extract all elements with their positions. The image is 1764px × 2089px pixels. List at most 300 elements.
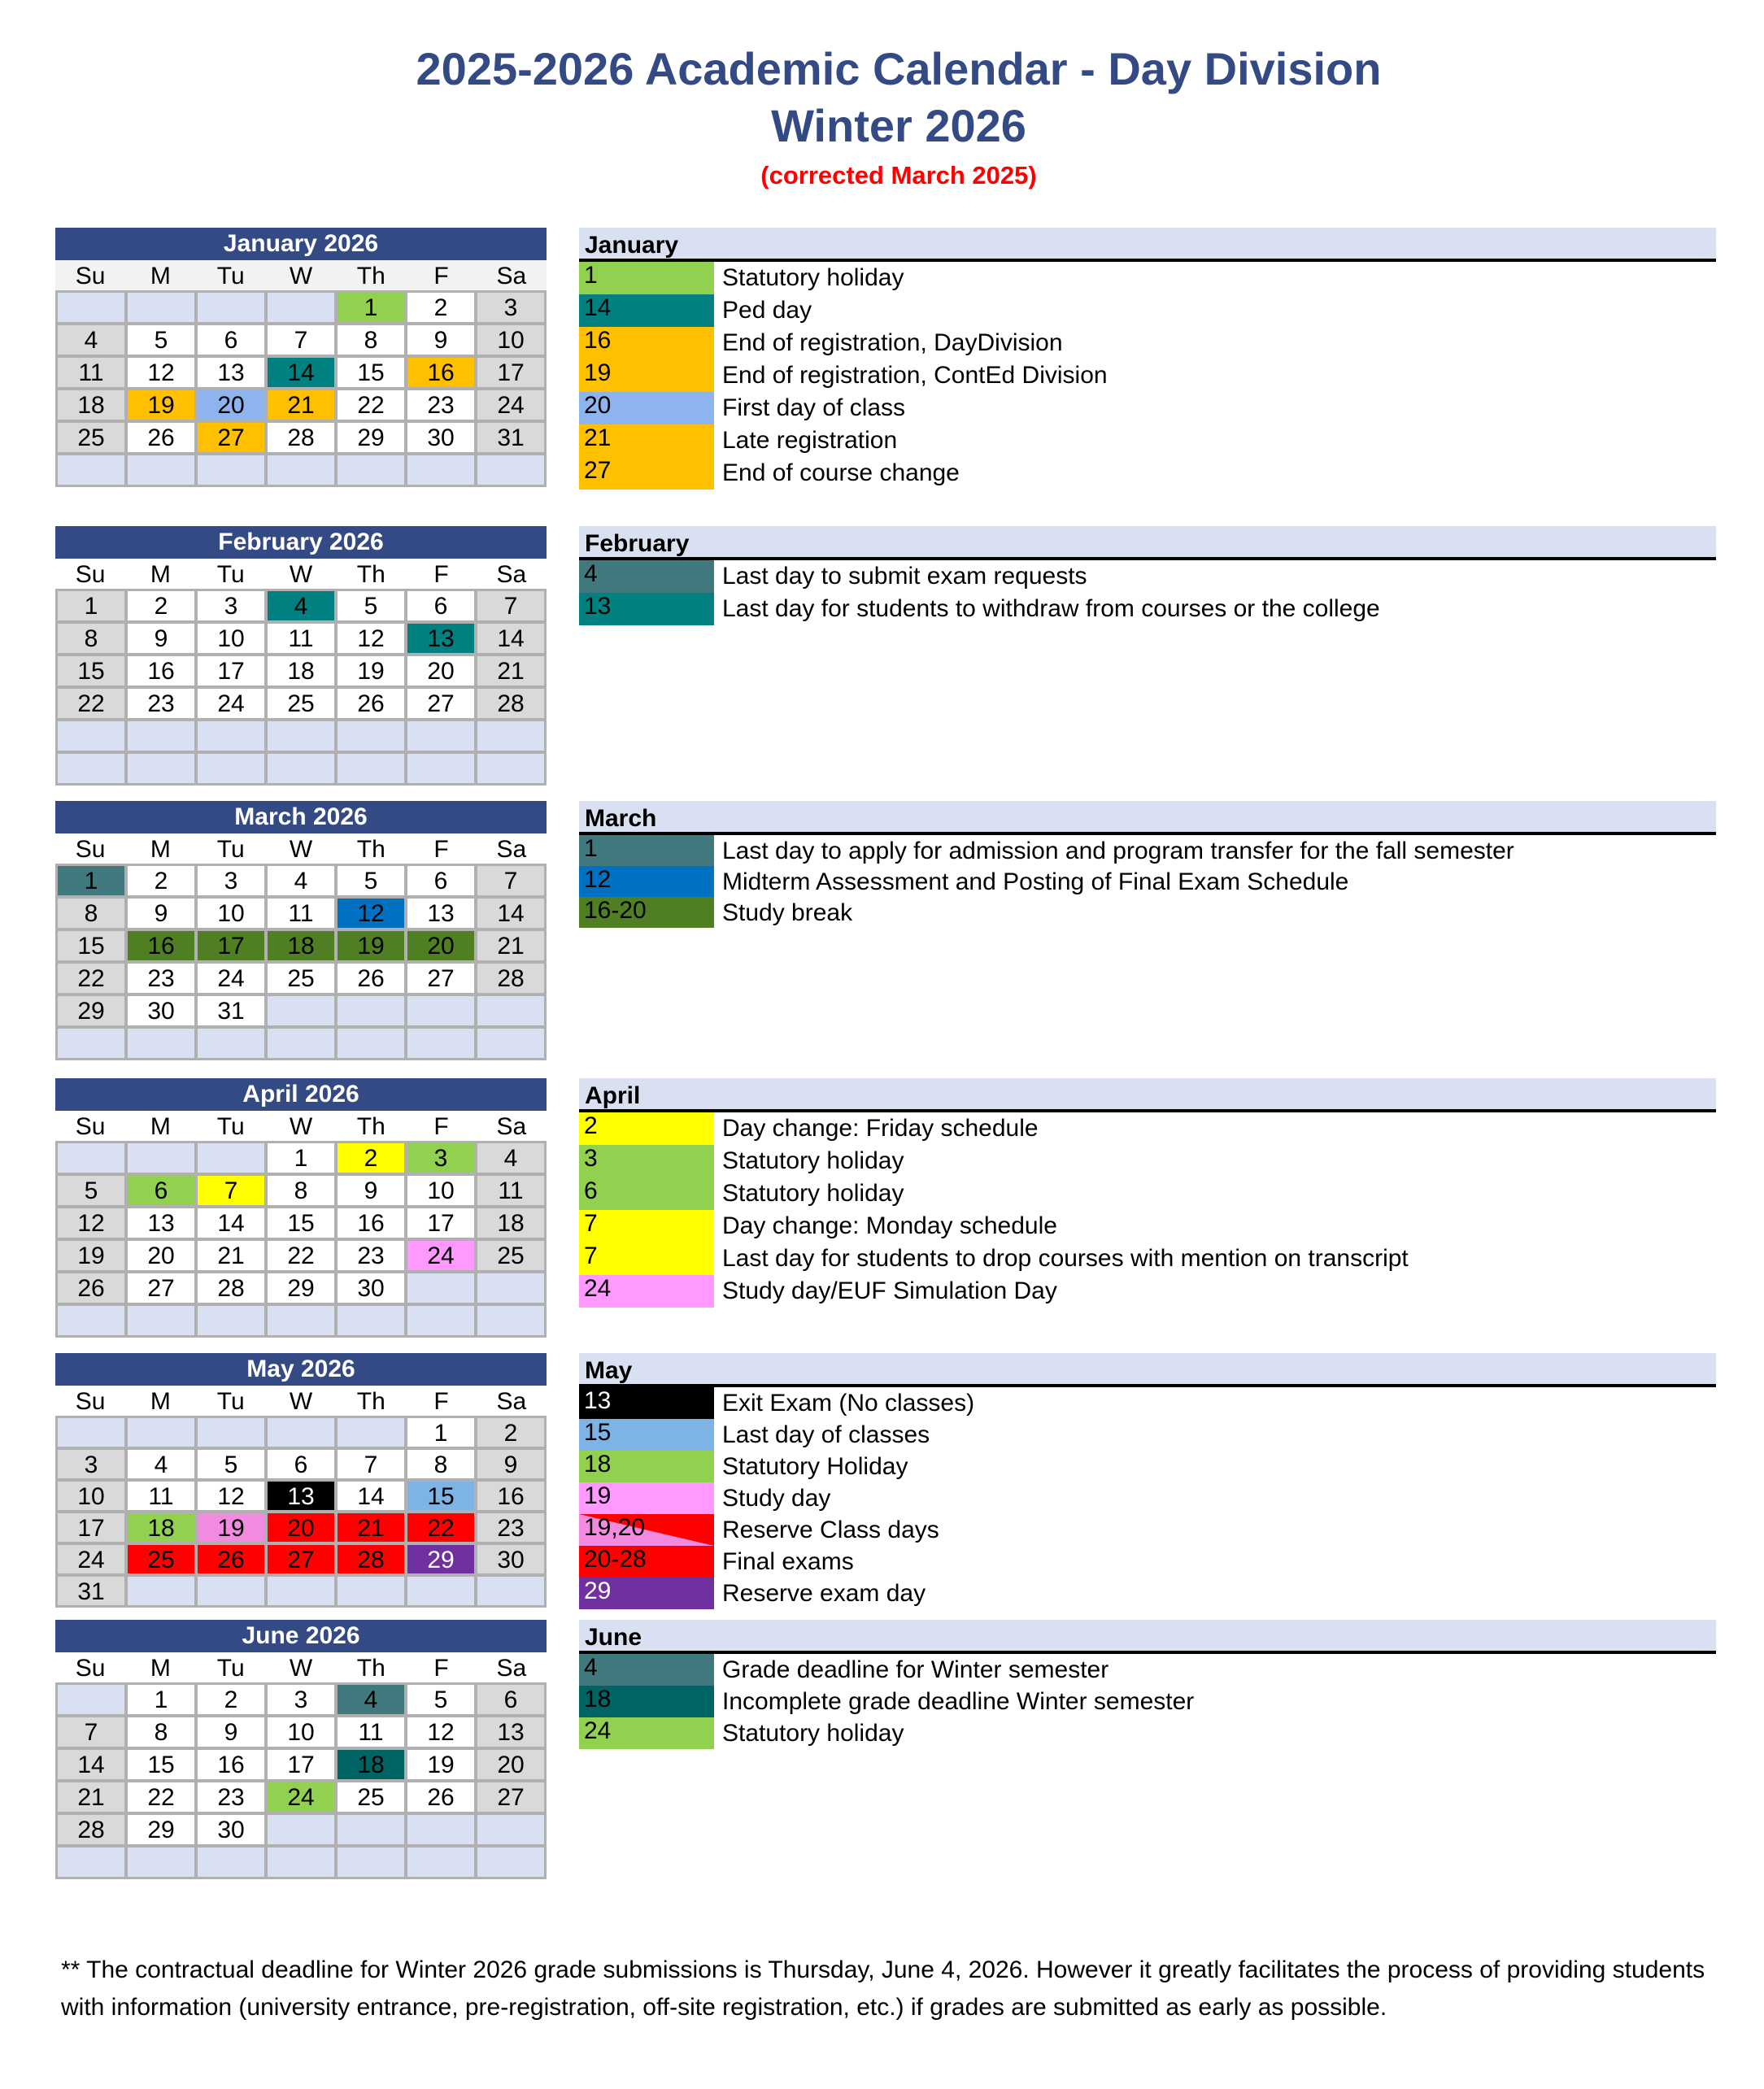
day-cell[interactable]: 27	[198, 423, 264, 452]
event-description: Statutory Holiday	[722, 1453, 908, 1480]
empty-day-cell	[477, 1577, 544, 1605]
day-cell[interactable]: 22	[338, 390, 404, 420]
day-cell[interactable]: 12	[338, 899, 404, 928]
day-cell[interactable]: 19	[58, 1241, 124, 1270]
weekday-label: W	[289, 561, 313, 588]
empty-day-cell	[338, 1815, 404, 1844]
day-cell[interactable]: 3	[268, 1685, 334, 1714]
day-cell[interactable]: 12	[58, 1208, 124, 1238]
day-cell[interactable]: 1	[338, 293, 404, 322]
day-cell[interactable]: 8	[58, 899, 124, 928]
day-cell[interactable]: 5	[338, 866, 404, 895]
weekday-label: Su	[75, 561, 106, 588]
day-cell[interactable]: 26	[58, 1273, 124, 1303]
weekday-label: W	[289, 1113, 313, 1140]
day-cell[interactable]: 18	[58, 390, 124, 420]
weekday-label: Th	[356, 263, 385, 289]
empty-day-cell	[338, 721, 404, 751]
day-cell[interactable]: 22	[268, 1241, 334, 1270]
day-cell[interactable]: 20	[407, 931, 474, 960]
day-cell[interactable]: 2	[198, 1685, 264, 1714]
day-cell[interactable]: 13	[477, 1717, 544, 1747]
day-cell[interactable]: 21	[477, 656, 544, 685]
empty-day-cell	[58, 754, 124, 783]
day-cell[interactable]: 7	[268, 325, 334, 355]
day-cell[interactable]: 3	[198, 866, 264, 895]
month-calendar	[55, 526, 547, 786]
day-cell[interactable]: 6	[477, 1685, 544, 1714]
day-cell[interactable]: 13	[198, 358, 264, 387]
day-cell[interactable]: 8	[128, 1717, 194, 1747]
empty-day-cell	[407, 996, 474, 1025]
day-cell[interactable]: 8	[338, 325, 404, 355]
empty-day-cell	[338, 455, 404, 485]
empty-day-cell	[128, 1577, 194, 1605]
month-calendar	[55, 1353, 547, 1608]
day-cell[interactable]: 9	[128, 624, 194, 653]
empty-day-cell	[198, 721, 264, 751]
weekday-label: Sa	[496, 836, 527, 863]
day-cell[interactable]: 22	[407, 1513, 474, 1542]
event-row	[579, 327, 1716, 359]
day-cell[interactable]: 22	[58, 964, 124, 993]
event-date-swatch: 7	[579, 1210, 714, 1243]
day-cell[interactable]: 18	[338, 1750, 404, 1779]
day-cell[interactable]: 23	[128, 964, 194, 993]
day-cell[interactable]: 28	[198, 1273, 264, 1303]
event-description: Reserve Class days	[722, 1517, 939, 1543]
event-row	[579, 593, 1716, 625]
event-row	[579, 359, 1716, 392]
day-cell[interactable]: 5	[407, 1685, 474, 1714]
day-cell[interactable]: 30	[338, 1273, 404, 1303]
day-cell[interactable]: 22	[58, 689, 124, 718]
day-cell[interactable]: 17	[268, 1750, 334, 1779]
day-cell[interactable]: 23	[477, 1513, 544, 1542]
day-cell[interactable]: 25	[128, 1545, 194, 1573]
event-row	[579, 1210, 1716, 1243]
day-cell[interactable]: 1	[128, 1685, 194, 1714]
day-cell[interactable]: 10	[407, 1176, 474, 1205]
day-cell[interactable]: 13	[407, 624, 474, 653]
day-cell[interactable]: 29	[58, 996, 124, 1025]
empty-day-cell	[338, 1577, 404, 1605]
day-cell[interactable]: 25	[268, 689, 334, 718]
day-cell[interactable]: 29	[268, 1273, 334, 1303]
event-description: Last day for students to drop courses with mention on transcript	[722, 1245, 1409, 1272]
weekday-label: Tu	[216, 263, 245, 289]
month-calendar	[55, 801, 547, 1060]
day-cell[interactable]: 22	[128, 1782, 194, 1812]
day-cell[interactable]: 12	[128, 358, 194, 387]
event-description: Last day for students to withdraw from courses or the college	[722, 595, 1380, 622]
day-cell[interactable]: 18	[128, 1513, 194, 1542]
day-cell[interactable]: 27	[128, 1273, 194, 1303]
day-cell[interactable]: 19	[338, 656, 404, 685]
day-cell[interactable]: 2	[477, 1418, 544, 1447]
day-cell[interactable]: 17	[58, 1513, 124, 1542]
day-cell[interactable]: 12	[198, 1482, 264, 1510]
day-cell[interactable]: 4	[128, 1450, 194, 1478]
month-events-legend	[579, 1078, 1716, 1308]
empty-day-cell	[58, 1847, 124, 1877]
day-cell[interactable]: 27	[477, 1782, 544, 1812]
day-cell[interactable]: 28	[477, 964, 544, 993]
day-cell[interactable]: 8	[268, 1176, 334, 1205]
empty-day-cell	[477, 1815, 544, 1844]
day-cell[interactable]: 14	[268, 358, 334, 387]
day-cell[interactable]: 20	[198, 390, 264, 420]
day-cell[interactable]: 2	[338, 1143, 404, 1173]
day-cell[interactable]: 28	[338, 1545, 404, 1573]
day-cell[interactable]: 24	[198, 964, 264, 993]
event-row	[579, 835, 1716, 866]
day-cell[interactable]: 18	[477, 1208, 544, 1238]
day-cell[interactable]: 7	[58, 1717, 124, 1747]
empty-day-cell	[338, 1029, 404, 1058]
day-cell[interactable]: 11	[477, 1176, 544, 1205]
event-row	[579, 1177, 1716, 1210]
empty-day-cell	[268, 1847, 334, 1877]
day-cell[interactable]: 11	[268, 624, 334, 653]
event-date-swatch: 4	[579, 560, 714, 593]
day-cell[interactable]: 7	[477, 866, 544, 895]
month-day-grid	[55, 290, 547, 487]
day-cell[interactable]: 11	[128, 1482, 194, 1510]
event-date-swatch: 3	[579, 1145, 714, 1177]
day-cell[interactable]: 26	[338, 964, 404, 993]
day-cell[interactable]: 30	[407, 423, 474, 452]
day-cell[interactable]: 12	[338, 624, 404, 653]
empty-day-cell	[477, 754, 544, 783]
empty-day-cell	[338, 1418, 404, 1447]
day-cell[interactable]: 16	[128, 931, 194, 960]
day-cell[interactable]: 17	[198, 931, 264, 960]
day-cell[interactable]: 15	[58, 656, 124, 685]
day-cell[interactable]: 25	[268, 964, 334, 993]
day-cell[interactable]: 24	[407, 1241, 474, 1270]
day-cell[interactable]: 3	[198, 591, 264, 620]
day-cell[interactable]: 19	[338, 931, 404, 960]
day-cell[interactable]: 14	[198, 1208, 264, 1238]
day-cell[interactable]: 27	[407, 964, 474, 993]
event-date-swatch: 18	[579, 1686, 714, 1717]
event-date-swatch: 2	[579, 1112, 714, 1145]
event-date-swatch: 19	[579, 359, 714, 392]
event-description: First day of class	[722, 394, 906, 421]
empty-day-cell	[407, 1847, 474, 1877]
day-cell[interactable]: 5	[128, 325, 194, 355]
day-cell[interactable]: 26	[338, 689, 404, 718]
day-cell[interactable]: 23	[198, 1782, 264, 1812]
day-cell[interactable]: 14	[477, 624, 544, 653]
weekday-label: M	[150, 263, 171, 289]
day-cell[interactable]: 9	[407, 325, 474, 355]
day-cell[interactable]: 28	[268, 423, 334, 452]
event-description: Exit Exam (No classes)	[722, 1390, 975, 1417]
term-subtitle: Winter 2026	[771, 100, 1026, 151]
day-cell[interactable]: 1	[58, 866, 124, 895]
day-cell[interactable]: 11	[268, 899, 334, 928]
empty-day-cell	[268, 1306, 334, 1335]
weekday-label: M	[150, 561, 171, 588]
empty-day-cell	[58, 293, 124, 322]
weekday-label: F	[433, 1113, 449, 1140]
event-description: Last day to apply for admission and program transfer for the fall semester	[722, 838, 1514, 864]
empty-day-cell	[477, 996, 544, 1025]
month-calendar-title: March 2026	[55, 801, 547, 833]
day-cell[interactable]: 3	[407, 1143, 474, 1173]
event-row	[579, 1112, 1716, 1145]
legend-month-title: January	[579, 228, 1716, 262]
day-cell[interactable]: 9	[477, 1450, 544, 1478]
event-row	[579, 1578, 1716, 1609]
day-cell[interactable]: 15	[338, 358, 404, 387]
day-cell[interactable]: 11	[58, 358, 124, 387]
weekday-label: Th	[356, 561, 385, 588]
legend-month-title: February	[579, 526, 1716, 560]
day-cell[interactable]: 29	[338, 423, 404, 452]
empty-day-cell	[407, 1273, 474, 1303]
weekday-label: Su	[75, 1655, 106, 1682]
day-cell[interactable]: 14	[58, 1750, 124, 1779]
month-events-legend	[579, 1620, 1716, 1749]
empty-day-cell	[477, 1273, 544, 1303]
day-cell[interactable]: 19	[128, 390, 194, 420]
day-cell[interactable]: 4	[58, 325, 124, 355]
event-date-swatch: 13	[579, 1387, 714, 1419]
day-cell[interactable]: 14	[338, 1482, 404, 1510]
empty-day-cell	[268, 455, 334, 485]
day-cell[interactable]: 15	[58, 931, 124, 960]
day-cell[interactable]: 1	[58, 591, 124, 620]
day-cell[interactable]: 6	[407, 591, 474, 620]
day-cell[interactable]: 4	[477, 1143, 544, 1173]
day-cell[interactable]: 15	[128, 1750, 194, 1779]
day-cell[interactable]: 21	[338, 1513, 404, 1542]
empty-day-cell	[268, 1418, 334, 1447]
day-cell[interactable]: 21	[198, 1241, 264, 1270]
day-cell[interactable]: 10	[268, 1717, 334, 1747]
day-cell[interactable]: 9	[128, 899, 194, 928]
month-day-grid	[55, 1141, 547, 1338]
event-description: Statutory holiday	[722, 1147, 904, 1174]
day-cell[interactable]: 2	[128, 591, 194, 620]
weekday-label: Th	[356, 1388, 385, 1415]
day-cell[interactable]: 6	[268, 1450, 334, 1478]
day-cell[interactable]: 24	[268, 1782, 334, 1812]
day-cell[interactable]: 18	[268, 656, 334, 685]
event-row	[579, 1686, 1716, 1717]
event-date-swatch: 13	[579, 593, 714, 625]
day-cell[interactable]: 4	[268, 866, 334, 895]
event-date-swatch: 16-20	[579, 897, 714, 928]
day-cell[interactable]: 19	[407, 1750, 474, 1779]
event-row	[579, 457, 1716, 490]
day-cell[interactable]: 16	[198, 1750, 264, 1779]
empty-day-cell	[198, 1029, 264, 1058]
day-cell[interactable]: 10	[477, 325, 544, 355]
day-cell[interactable]: 26	[128, 423, 194, 452]
day-cell[interactable]: 10	[198, 899, 264, 928]
event-row	[579, 294, 1716, 327]
day-cell[interactable]: 25	[477, 1241, 544, 1270]
day-cell[interactable]: 19	[198, 1513, 264, 1542]
empty-day-cell	[268, 293, 334, 322]
day-cell[interactable]: 3	[477, 293, 544, 322]
day-cell[interactable]: 8	[58, 624, 124, 653]
day-cell[interactable]: 9	[338, 1176, 404, 1205]
day-cell[interactable]: 30	[128, 996, 194, 1025]
weekday-label: Su	[75, 1388, 106, 1415]
day-cell[interactable]: 21	[58, 1782, 124, 1812]
day-cell[interactable]: 20	[477, 1750, 544, 1779]
empty-day-cell	[407, 721, 474, 751]
weekday-label: F	[433, 561, 449, 588]
event-row	[579, 897, 1716, 928]
day-cell[interactable]: 7	[477, 591, 544, 620]
day-cell[interactable]: 14	[477, 899, 544, 928]
weekday-label: Th	[356, 836, 385, 863]
empty-day-cell	[268, 996, 334, 1025]
day-cell[interactable]: 17	[198, 656, 264, 685]
empty-day-cell	[58, 1685, 124, 1714]
day-cell[interactable]: 6	[407, 866, 474, 895]
day-cell[interactable]: 29	[407, 1545, 474, 1573]
day-cell[interactable]: 2	[128, 866, 194, 895]
day-cell[interactable]: 26	[407, 1782, 474, 1812]
day-cell[interactable]: 10	[198, 624, 264, 653]
day-cell[interactable]: 16	[128, 656, 194, 685]
event-description: End of course change	[722, 459, 960, 486]
event-date-swatch: 18	[579, 1451, 714, 1482]
day-cell[interactable]: 30	[477, 1545, 544, 1573]
month-events-legend	[579, 801, 1716, 928]
day-cell[interactable]: 20	[268, 1513, 334, 1542]
event-date-swatch: 1	[579, 835, 714, 866]
empty-day-cell	[198, 1847, 264, 1877]
event-date-swatch: 15	[579, 1419, 714, 1451]
day-cell[interactable]: 13	[268, 1482, 334, 1510]
day-cell[interactable]: 31	[477, 423, 544, 452]
weekday-label: M	[150, 1388, 171, 1415]
empty-day-cell	[128, 1306, 194, 1335]
event-description: End of registration, DayDivision	[722, 329, 1063, 356]
day-cell[interactable]: 7	[198, 1176, 264, 1205]
day-cell[interactable]: 5	[58, 1176, 124, 1205]
day-cell[interactable]: 13	[128, 1208, 194, 1238]
day-cell[interactable]: 4	[268, 591, 334, 620]
day-cell[interactable]: 10	[58, 1482, 124, 1510]
day-cell[interactable]: 5	[198, 1450, 264, 1478]
month-calendar-title: January 2026	[55, 228, 547, 260]
weekday-label: Th	[356, 1655, 385, 1682]
day-cell[interactable]: 16	[338, 1208, 404, 1238]
empty-day-cell	[338, 1306, 404, 1335]
day-cell[interactable]: 31	[198, 996, 264, 1025]
day-cell[interactable]: 17	[477, 358, 544, 387]
legend-month-title: June	[579, 1620, 1716, 1654]
day-cell[interactable]: 15	[407, 1482, 474, 1510]
day-cell[interactable]: 27	[407, 689, 474, 718]
empty-day-cell	[198, 1306, 264, 1335]
day-cell[interactable]: 23	[128, 689, 194, 718]
empty-day-cell	[198, 1143, 264, 1173]
weekday-label: W	[289, 263, 313, 289]
empty-day-cell	[128, 455, 194, 485]
month-calendar-title: May 2026	[55, 1353, 547, 1386]
day-cell[interactable]: 1	[268, 1143, 334, 1173]
event-date-swatch: 19,20	[579, 1514, 714, 1546]
day-cell[interactable]: 31	[58, 1577, 124, 1605]
empty-day-cell	[58, 1029, 124, 1058]
event-row	[579, 262, 1716, 294]
day-cell[interactable]: 20	[407, 656, 474, 685]
day-cell[interactable]: 18	[268, 931, 334, 960]
day-cell[interactable]: 16	[477, 1482, 544, 1510]
day-cell[interactable]: 28	[477, 689, 544, 718]
day-cell[interactable]: 29	[128, 1815, 194, 1844]
empty-day-cell	[198, 754, 264, 783]
day-cell[interactable]: 23	[338, 1241, 404, 1270]
day-cell[interactable]: 17	[407, 1208, 474, 1238]
day-cell[interactable]: 26	[198, 1545, 264, 1573]
day-cell[interactable]: 20	[128, 1241, 194, 1270]
day-cell[interactable]: 16	[407, 358, 474, 387]
month-calendar	[55, 228, 547, 487]
event-description: Study day/EUF Simulation Day	[722, 1277, 1057, 1304]
day-cell[interactable]: 6	[198, 325, 264, 355]
day-cell[interactable]: 8	[407, 1450, 474, 1478]
day-cell[interactable]: 25	[338, 1782, 404, 1812]
day-cell[interactable]: 4	[338, 1685, 404, 1714]
day-cell[interactable]: 24	[58, 1545, 124, 1573]
day-cell[interactable]: 2	[407, 293, 474, 322]
day-cell[interactable]: 21	[477, 931, 544, 960]
day-cell[interactable]: 6	[128, 1176, 194, 1205]
event-date-swatch: 16	[579, 327, 714, 359]
event-description: Statutory holiday	[722, 1180, 904, 1207]
day-cell[interactable]: 12	[407, 1717, 474, 1747]
day-cell[interactable]: 27	[268, 1545, 334, 1573]
day-cell[interactable]: 1	[407, 1418, 474, 1447]
day-cell[interactable]: 23	[407, 390, 474, 420]
day-cell[interactable]: 5	[338, 591, 404, 620]
day-cell[interactable]: 11	[338, 1717, 404, 1747]
day-cell[interactable]: 15	[268, 1208, 334, 1238]
day-cell[interactable]: 3	[58, 1450, 124, 1478]
day-cell[interactable]: 28	[58, 1815, 124, 1844]
event-description: Midterm Assessment and Posting of Final Exam Schedule	[722, 868, 1349, 895]
event-date-swatch: 6	[579, 1177, 714, 1210]
day-cell[interactable]: 30	[198, 1815, 264, 1844]
day-cell[interactable]: 9	[198, 1717, 264, 1747]
day-cell[interactable]: 13	[407, 899, 474, 928]
day-cell[interactable]: 25	[58, 423, 124, 452]
event-description: Study break	[722, 899, 853, 926]
empty-day-cell	[477, 1847, 544, 1877]
weekday-header-row	[55, 1111, 547, 1141]
day-cell[interactable]: 24	[477, 390, 544, 420]
event-description: End of registration, ContEd Division	[722, 362, 1108, 389]
day-cell[interactable]: 21	[268, 390, 334, 420]
weekday-header-row	[55, 260, 547, 290]
legend-month-title: May	[579, 1353, 1716, 1387]
empty-day-cell	[128, 1143, 194, 1173]
correction-note: (corrected March 2025)	[760, 161, 1037, 189]
day-cell[interactable]: 7	[338, 1450, 404, 1478]
day-cell[interactable]: 24	[198, 689, 264, 718]
